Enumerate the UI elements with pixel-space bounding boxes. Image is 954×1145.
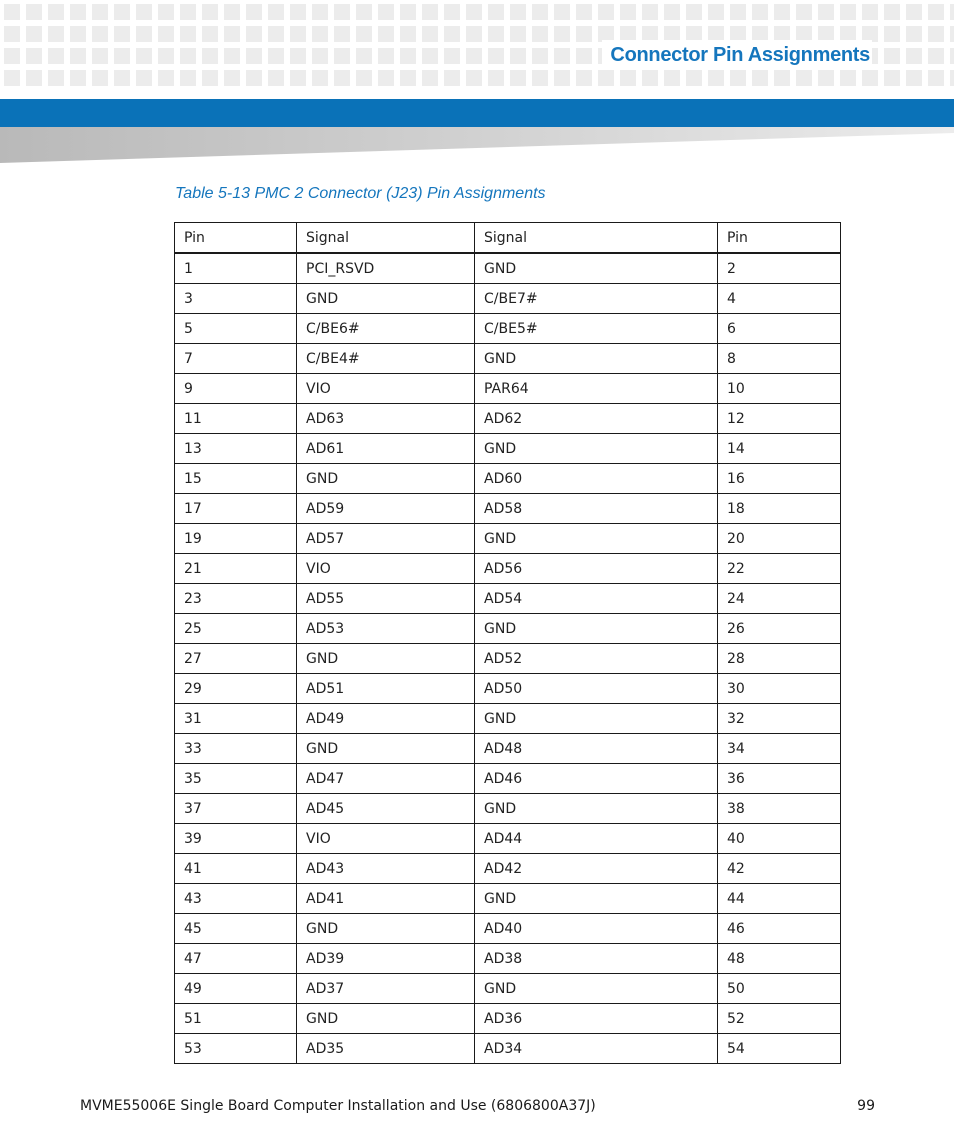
header-pattern-square	[356, 70, 372, 86]
header-pattern-square	[26, 48, 42, 64]
header-pattern-square	[928, 48, 944, 64]
signal-cell: GND	[475, 344, 718, 374]
pin-cell: 52	[718, 1004, 841, 1034]
signal-cell: AD45	[297, 794, 475, 824]
header-pattern-square	[334, 26, 350, 42]
header-pattern-square	[466, 4, 482, 20]
pin-cell: 21	[175, 554, 297, 584]
header-pattern-square	[818, 70, 834, 86]
signal-cell: AD34	[475, 1034, 718, 1064]
header-pattern-square	[444, 48, 460, 64]
header-pattern-square	[290, 48, 306, 64]
header-pattern-square	[224, 70, 240, 86]
table-row	[175, 284, 841, 314]
pin-cell: 35	[175, 764, 297, 794]
pin-cell: 34	[718, 734, 841, 764]
column-header-signal: Signal	[297, 223, 475, 254]
header-pattern-square	[730, 4, 746, 20]
header-pattern-square	[598, 70, 614, 86]
signal-cell: GND	[475, 704, 718, 734]
header-pattern-square	[928, 26, 944, 42]
header-pattern-square	[554, 48, 570, 64]
signal-cell: GND	[475, 253, 718, 284]
header-pattern-square	[202, 4, 218, 20]
header-pattern-square	[246, 26, 262, 42]
signal-cell: AD56	[475, 554, 718, 584]
header-pattern-square	[312, 70, 328, 86]
header-pattern-square	[202, 48, 218, 64]
header-pattern-square	[620, 70, 636, 86]
header-pattern-square	[356, 26, 372, 42]
header-pattern-square	[532, 48, 548, 64]
header-pattern-square	[554, 4, 570, 20]
header-pattern-square	[752, 4, 768, 20]
signal-cell: AD62	[475, 404, 718, 434]
pin-cell: 24	[718, 584, 841, 614]
pin-cell: 31	[175, 704, 297, 734]
column-header-pin: Pin	[718, 223, 841, 254]
header-pattern-square	[4, 70, 20, 86]
header-pattern-square	[92, 48, 108, 64]
header-pattern-square	[48, 26, 64, 42]
header-pattern-square	[114, 48, 130, 64]
table-row	[175, 404, 841, 434]
header-pattern-square	[158, 26, 174, 42]
signal-cell: AD37	[297, 974, 475, 1004]
signal-cell: GND	[475, 794, 718, 824]
pin-cell: 22	[718, 554, 841, 584]
signal-cell: GND	[297, 464, 475, 494]
signal-cell: GND	[297, 914, 475, 944]
table-row	[175, 253, 841, 284]
signal-cell: GND	[475, 974, 718, 1004]
header-pattern-square	[400, 70, 416, 86]
footer-document-title: MVME55006E Single Board Computer Installation and Use (6806800A37J)	[80, 1098, 596, 1114]
header-pattern-square	[70, 70, 86, 86]
footer-page-number: 99	[857, 1098, 875, 1114]
signal-cell: GND	[297, 644, 475, 674]
header-pattern-square	[312, 26, 328, 42]
header-pattern-square	[312, 4, 328, 20]
header-pattern-square	[92, 70, 108, 86]
pin-cell: 42	[718, 854, 841, 884]
header-pattern-square	[884, 26, 900, 42]
header-pattern-square	[26, 26, 42, 42]
table-row	[175, 314, 841, 344]
header-pattern-square	[400, 26, 416, 42]
header-pattern-square	[906, 48, 922, 64]
pin-cell: 9	[175, 374, 297, 404]
header-pattern-square	[114, 26, 130, 42]
signal-cell: AD35	[297, 1034, 475, 1064]
pin-cell: 18	[718, 494, 841, 524]
header-pattern-square	[70, 26, 86, 42]
header-pattern-square	[774, 4, 790, 20]
pin-cell: 28	[718, 644, 841, 674]
header-pattern-square	[334, 70, 350, 86]
header-pattern-square	[444, 4, 460, 20]
pin-cell: 19	[175, 524, 297, 554]
table-row	[175, 464, 841, 494]
pin-cell: 14	[718, 434, 841, 464]
header-pattern-square	[862, 70, 878, 86]
table-row	[175, 764, 841, 794]
header-pattern-square	[642, 4, 658, 20]
signal-cell: AD39	[297, 944, 475, 974]
signal-cell: PAR64	[475, 374, 718, 404]
header-pattern-square	[488, 4, 504, 20]
header-pattern-square	[136, 26, 152, 42]
header-pattern-square	[378, 70, 394, 86]
header-pattern-square	[224, 48, 240, 64]
signal-cell: AD41	[297, 884, 475, 914]
pin-cell: 1	[175, 253, 297, 284]
pin-cell: 44	[718, 884, 841, 914]
table-row	[175, 854, 841, 884]
header-pattern-square	[950, 26, 954, 42]
header-pattern-square	[202, 70, 218, 86]
header-pattern-square	[356, 4, 372, 20]
header-pattern-square	[532, 26, 548, 42]
header-pattern-square	[466, 70, 482, 86]
table-row	[175, 344, 841, 374]
pin-cell: 30	[718, 674, 841, 704]
header-pattern-square	[774, 70, 790, 86]
signal-cell: GND	[475, 524, 718, 554]
header-pattern-square	[290, 70, 306, 86]
pin-cell: 43	[175, 884, 297, 914]
signal-cell: AD52	[475, 644, 718, 674]
pin-cell: 15	[175, 464, 297, 494]
header-pattern-square	[488, 48, 504, 64]
header-pattern-square	[444, 70, 460, 86]
header-pattern-square	[158, 70, 174, 86]
pin-cell: 7	[175, 344, 297, 374]
signal-cell: AD54	[475, 584, 718, 614]
signal-cell: VIO	[297, 374, 475, 404]
signal-cell: AD57	[297, 524, 475, 554]
table-row	[175, 914, 841, 944]
header-pattern-square	[356, 48, 372, 64]
header-pattern-square	[158, 4, 174, 20]
pin-cell: 5	[175, 314, 297, 344]
pin-cell: 10	[718, 374, 841, 404]
header-pattern-square	[862, 4, 878, 20]
header-pattern-square	[510, 48, 526, 64]
header-pattern-square	[444, 26, 460, 42]
header-pattern-square	[378, 48, 394, 64]
header-pattern-square	[576, 26, 592, 42]
pin-cell: 37	[175, 794, 297, 824]
signal-cell: AD61	[297, 434, 475, 464]
header-pattern-square	[268, 4, 284, 20]
table-row	[175, 554, 841, 584]
signal-cell: C/BE6#	[297, 314, 475, 344]
header-pattern-square	[466, 48, 482, 64]
table-header-row	[175, 223, 841, 254]
signal-cell: GND	[475, 884, 718, 914]
table-row	[175, 644, 841, 674]
pin-cell: 36	[718, 764, 841, 794]
header-pattern-square	[4, 48, 20, 64]
header-pattern-square	[290, 26, 306, 42]
pin-cell: 38	[718, 794, 841, 824]
header-pattern-square	[400, 48, 416, 64]
table-row	[175, 494, 841, 524]
signal-cell: VIO	[297, 554, 475, 584]
header-pattern-square	[202, 26, 218, 42]
header-pattern-square	[576, 48, 592, 64]
signal-cell: AD46	[475, 764, 718, 794]
column-header-signal: Signal	[475, 223, 718, 254]
header-pattern-square	[26, 4, 42, 20]
header-pattern-square	[334, 48, 350, 64]
signal-cell: GND	[475, 434, 718, 464]
header-pattern-square	[884, 4, 900, 20]
column-header-pin: Pin	[175, 223, 297, 254]
pin-cell: 53	[175, 1034, 297, 1064]
header-pattern-square	[928, 70, 944, 86]
pin-cell: 41	[175, 854, 297, 884]
signal-cell: AD55	[297, 584, 475, 614]
header-pattern-square	[840, 4, 856, 20]
signal-cell: AD53	[297, 614, 475, 644]
header-pattern-square	[906, 4, 922, 20]
header-gray-wedge	[0, 127, 954, 163]
header-pattern-square	[466, 26, 482, 42]
pin-cell: 23	[175, 584, 297, 614]
header-pattern-square	[642, 70, 658, 86]
header-pattern-square	[268, 48, 284, 64]
signal-cell: C/BE7#	[475, 284, 718, 314]
header-pattern-square	[950, 4, 954, 20]
header-pattern-square	[180, 26, 196, 42]
header-pattern-square	[246, 48, 262, 64]
header-pattern-square	[378, 4, 394, 20]
header-pattern-square	[180, 4, 196, 20]
header-pattern-square	[312, 48, 328, 64]
header-pattern-square	[92, 4, 108, 20]
signal-cell: GND	[475, 614, 718, 644]
header-pattern-square	[950, 70, 954, 86]
pin-cell: 12	[718, 404, 841, 434]
pin-cell: 13	[175, 434, 297, 464]
page-title: Connector Pin Assignments	[602, 40, 872, 70]
header-pattern-square	[422, 4, 438, 20]
pin-cell: 48	[718, 944, 841, 974]
header-pattern-square	[532, 4, 548, 20]
header-pattern-square	[26, 70, 42, 86]
signal-cell: AD44	[475, 824, 718, 854]
pin-cell: 40	[718, 824, 841, 854]
header-pattern-square	[532, 70, 548, 86]
table-row	[175, 1004, 841, 1034]
signal-cell: GND	[297, 734, 475, 764]
header-pattern-square	[554, 70, 570, 86]
header-pattern-square	[730, 70, 746, 86]
pin-cell: 6	[718, 314, 841, 344]
header-pattern-square	[818, 4, 834, 20]
header-pattern-square	[114, 70, 130, 86]
header-pattern-square	[576, 4, 592, 20]
pin-cell: 26	[718, 614, 841, 644]
table-row	[175, 794, 841, 824]
pin-cell: 50	[718, 974, 841, 1004]
header-pattern-square	[906, 26, 922, 42]
header-pattern-square	[422, 26, 438, 42]
header-pattern-square	[928, 4, 944, 20]
header-pattern-square	[796, 4, 812, 20]
pin-cell: 47	[175, 944, 297, 974]
header-pattern-square	[48, 4, 64, 20]
table-row	[175, 974, 841, 1004]
signal-cell: VIO	[297, 824, 475, 854]
header-pattern-square	[488, 70, 504, 86]
header-pattern-square	[290, 4, 306, 20]
header-pattern-square	[114, 4, 130, 20]
table-row	[175, 884, 841, 914]
header-pattern-square	[510, 4, 526, 20]
table-row	[175, 524, 841, 554]
header-pattern-square	[70, 48, 86, 64]
header-pattern-square	[620, 4, 636, 20]
header-pattern-square	[224, 26, 240, 42]
table-row	[175, 584, 841, 614]
header-pattern-square	[708, 70, 724, 86]
signal-cell: AD38	[475, 944, 718, 974]
table-row	[175, 734, 841, 764]
header-pattern-square	[180, 70, 196, 86]
pin-cell: 51	[175, 1004, 297, 1034]
header-pattern-square	[136, 4, 152, 20]
header-pattern-square	[488, 26, 504, 42]
header-pattern-square	[664, 70, 680, 86]
header-pattern-square	[158, 48, 174, 64]
header-pattern-square	[268, 70, 284, 86]
header-pattern-square	[950, 48, 954, 64]
header-pattern-square	[796, 70, 812, 86]
header-pattern-square	[246, 70, 262, 86]
pin-cell: 54	[718, 1034, 841, 1064]
pin-cell: 2	[718, 253, 841, 284]
table-row	[175, 674, 841, 704]
pin-cell: 11	[175, 404, 297, 434]
signal-cell: AD43	[297, 854, 475, 884]
signal-cell: GND	[297, 1004, 475, 1034]
header-pattern-square	[708, 4, 724, 20]
table-row	[175, 614, 841, 644]
header-pattern-square	[510, 70, 526, 86]
header-pattern-square	[422, 70, 438, 86]
signal-cell: AD42	[475, 854, 718, 884]
header-accent-band	[0, 99, 954, 127]
table-row	[175, 704, 841, 734]
signal-cell: AD63	[297, 404, 475, 434]
signal-cell: AD48	[475, 734, 718, 764]
header-pattern-square	[840, 70, 856, 86]
pin-assignment-table	[174, 222, 841, 1064]
header-pattern-square	[884, 48, 900, 64]
pin-cell: 3	[175, 284, 297, 314]
table-row	[175, 944, 841, 974]
signal-cell: AD47	[297, 764, 475, 794]
pin-cell: 46	[718, 914, 841, 944]
header-pattern-square	[48, 48, 64, 64]
header-pattern-square	[510, 26, 526, 42]
header-pattern-square	[4, 26, 20, 42]
header-pattern-square	[752, 70, 768, 86]
header-pattern-square	[92, 26, 108, 42]
pin-cell: 4	[718, 284, 841, 314]
table-row	[175, 824, 841, 854]
pin-cell: 29	[175, 674, 297, 704]
pin-cell: 32	[718, 704, 841, 734]
header-pattern-square	[136, 48, 152, 64]
table-row	[175, 1034, 841, 1064]
header-pattern-square	[246, 4, 262, 20]
table-caption: Table 5-13 PMC 2 Connector (J23) Pin Assignments	[175, 185, 546, 202]
header-pattern-square	[4, 4, 20, 20]
pin-cell: 17	[175, 494, 297, 524]
header-pattern-square	[48, 70, 64, 86]
header-pattern-square	[906, 70, 922, 86]
signal-cell: AD58	[475, 494, 718, 524]
pin-cell: 45	[175, 914, 297, 944]
header-pattern-square	[224, 4, 240, 20]
pin-cell: 27	[175, 644, 297, 674]
signal-cell: AD60	[475, 464, 718, 494]
signal-cell: GND	[297, 284, 475, 314]
pin-cell: 25	[175, 614, 297, 644]
header-pattern-square	[422, 48, 438, 64]
header-pattern-square	[598, 4, 614, 20]
header-pattern-square	[378, 26, 394, 42]
pin-cell: 8	[718, 344, 841, 374]
header-pattern-square	[180, 48, 196, 64]
signal-cell: AD51	[297, 674, 475, 704]
header-pattern-square	[70, 4, 86, 20]
pin-cell: 49	[175, 974, 297, 1004]
header-pattern-square	[576, 70, 592, 86]
signal-cell: AD50	[475, 674, 718, 704]
table-row	[175, 434, 841, 464]
table-row	[175, 374, 841, 404]
signal-cell: AD36	[475, 1004, 718, 1034]
signal-cell: AD59	[297, 494, 475, 524]
header-pattern-square	[686, 4, 702, 20]
signal-cell: AD49	[297, 704, 475, 734]
signal-cell: PCI_RSVD	[297, 253, 475, 284]
pin-cell: 20	[718, 524, 841, 554]
signal-cell: AD40	[475, 914, 718, 944]
pin-cell: 33	[175, 734, 297, 764]
header-pattern-square	[400, 4, 416, 20]
pin-cell: 39	[175, 824, 297, 854]
header-pattern-square	[334, 4, 350, 20]
header-pattern-square	[268, 26, 284, 42]
header-pattern-square	[664, 4, 680, 20]
pin-cell: 16	[718, 464, 841, 494]
signal-cell: C/BE5#	[475, 314, 718, 344]
signal-cell: C/BE4#	[297, 344, 475, 374]
header-pattern-square	[136, 70, 152, 86]
header-pattern-square	[686, 70, 702, 86]
header-pattern-square	[884, 70, 900, 86]
header-pattern-square	[554, 26, 570, 42]
